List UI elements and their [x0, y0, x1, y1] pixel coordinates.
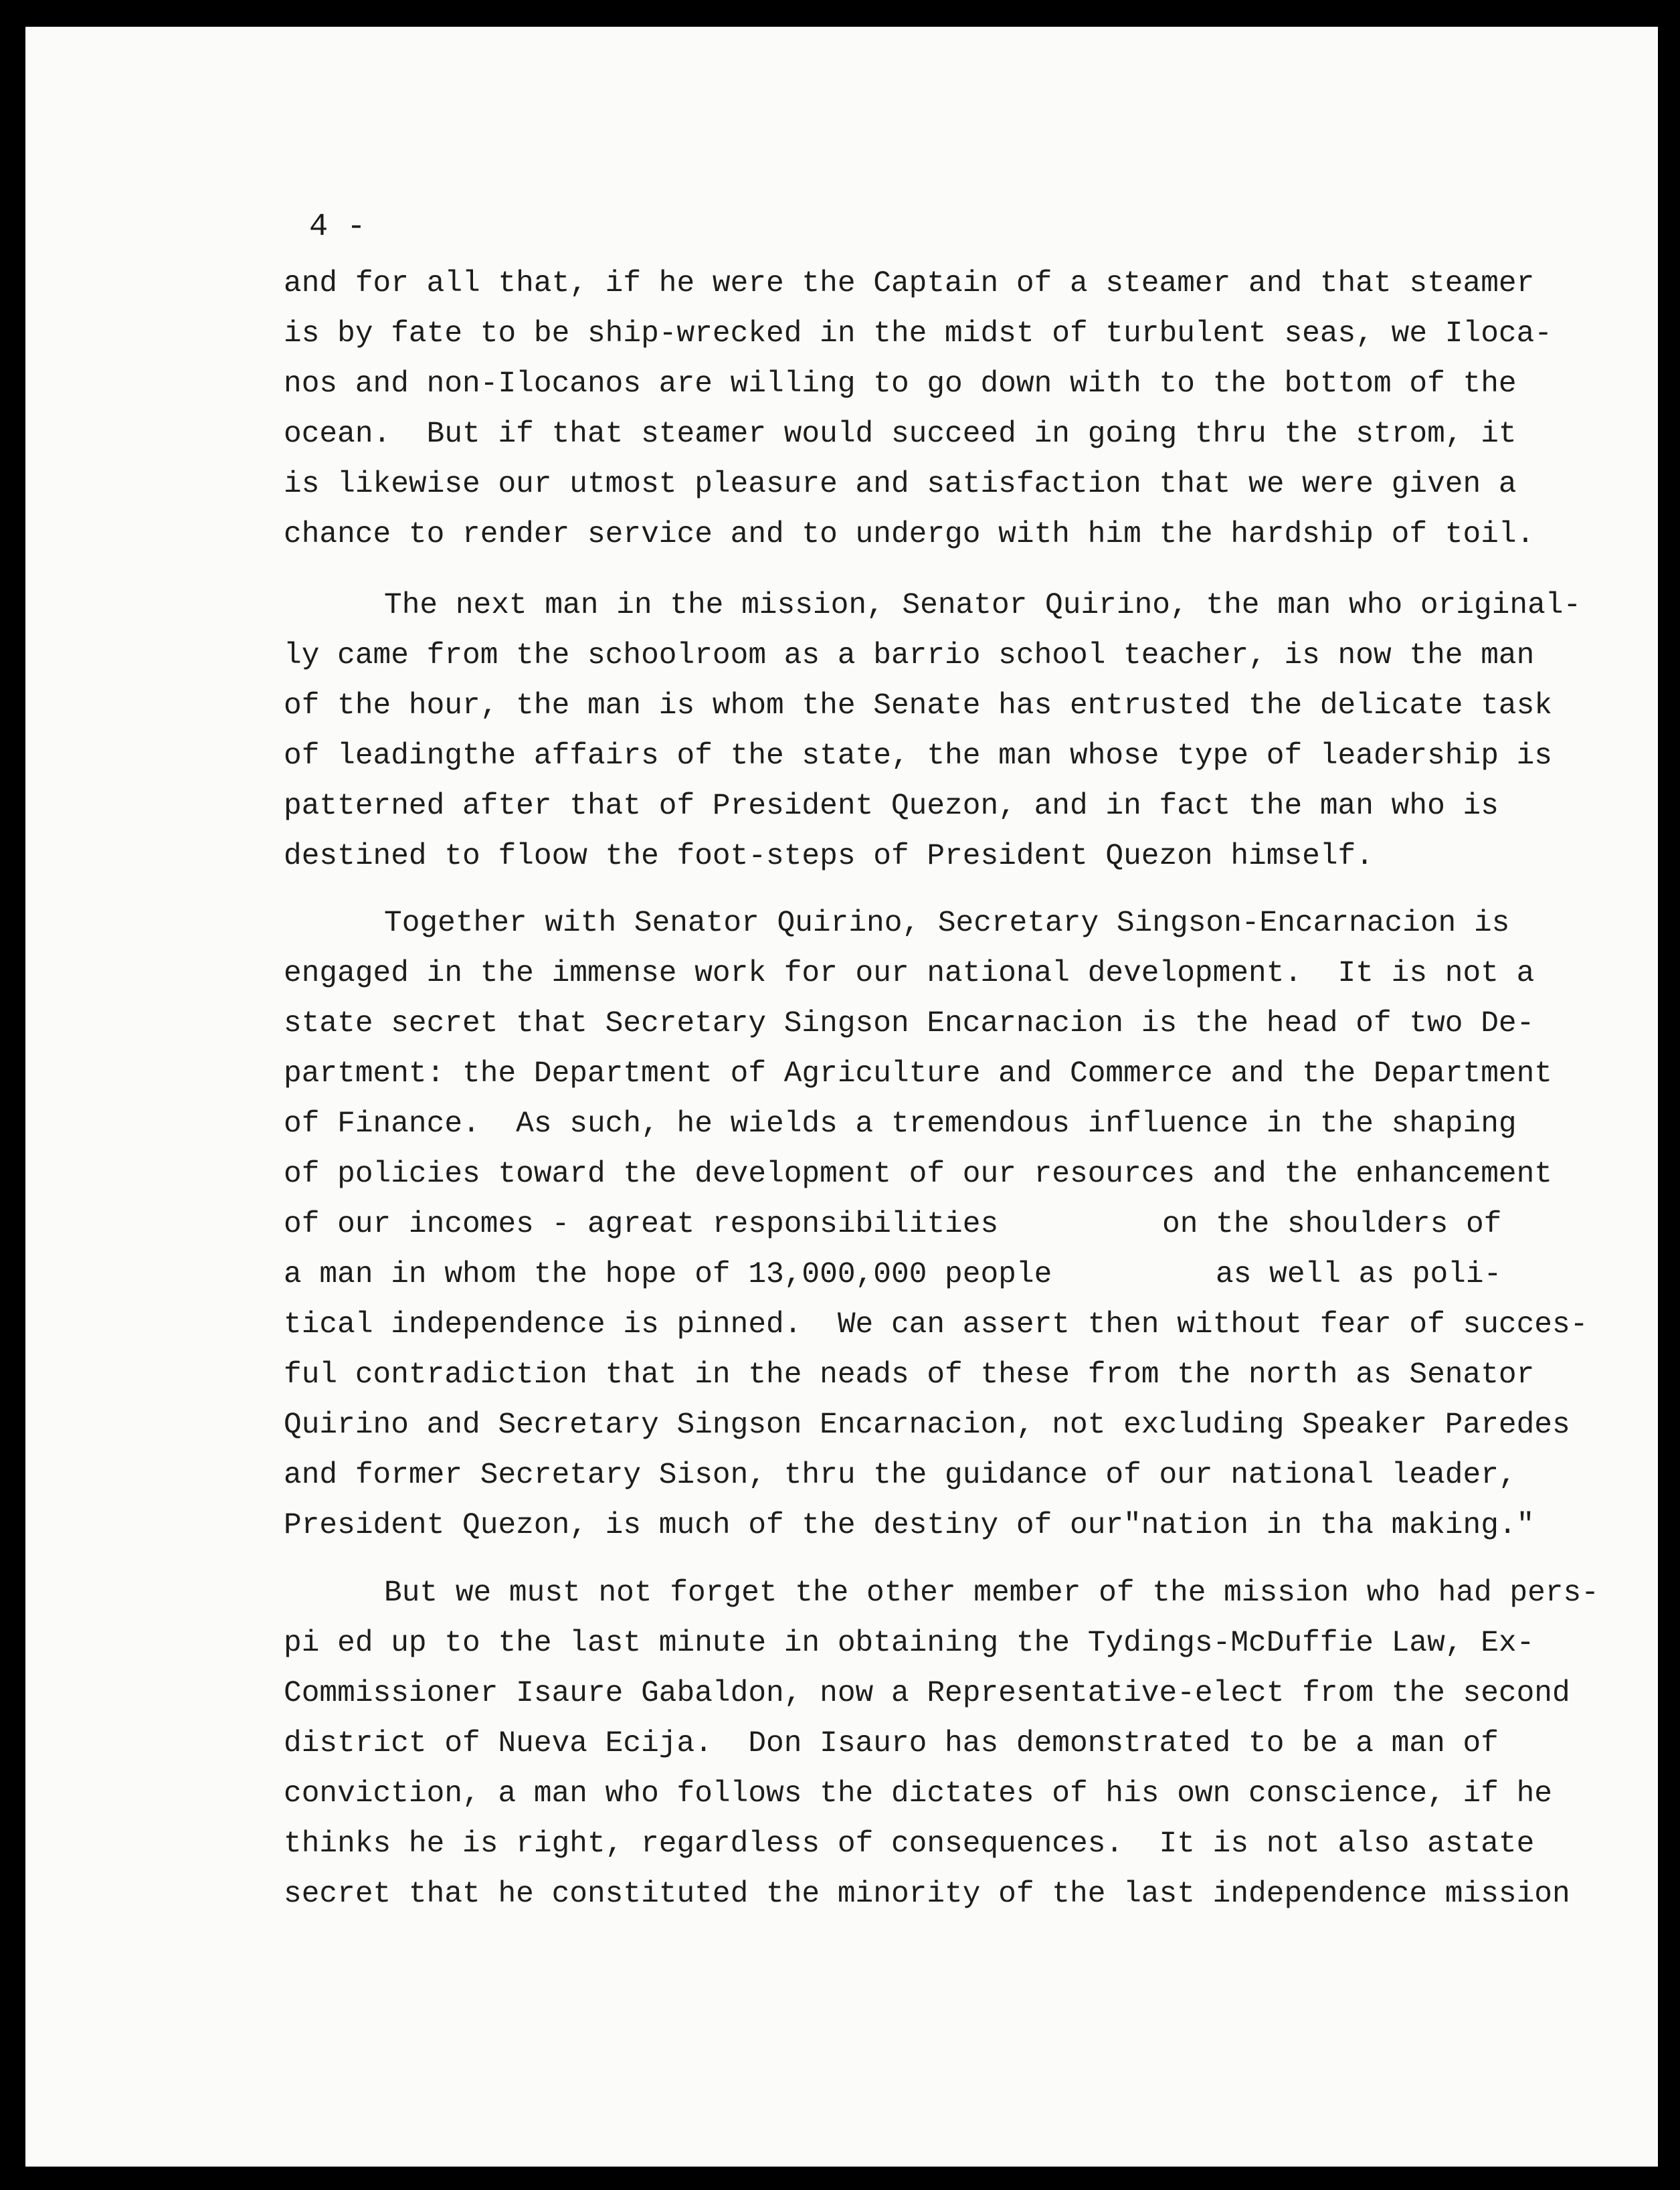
text-line: destined to floow the foot-steps of President Quezon himself.	[284, 840, 1374, 873]
text-line: of the hour, the man is whom the Senate has entrusted the delicate task	[284, 689, 1553, 723]
text-line: and for all that, if he were the Captain of a steamer and that steamer	[284, 267, 1535, 300]
text-line: ly came from the schoolroom as a barrio school teacher, is now the man	[284, 639, 1535, 672]
text-line: of Finance. As such, he wields a tremendous influence in the shaping	[284, 1107, 1517, 1141]
text-line: nos and non-Ilocanos are willing to go down with to the bottom of the	[284, 367, 1517, 401]
text-line: Commissioner Isaure Gabaldon, now a Representative-elect from the second	[284, 1677, 1570, 1710]
text-segment: of our incomes - agreat responsibilities	[284, 1208, 999, 1241]
text-line: Quirino and Secretary Singson Encarnacion, not excluding Speaker Paredes	[284, 1408, 1570, 1442]
text-line: state secret that Secretary Singson Encarnacion is the head of two De-	[284, 1007, 1535, 1040]
text-line: engaged in the immense work for our national development. It is not a	[284, 957, 1535, 990]
text-line: of leadingthe affairs of the state, the man whose type of leadership is	[284, 739, 1553, 773]
text-line: is by fate to be ship-wrecked in the midst of turbulent seas, we Iloca-	[284, 317, 1553, 351]
text-line: and former Secretary Sison, thru the guidance of our national leader,	[284, 1459, 1517, 1492]
text-line: conviction, a man who follows the dictates of his own conscience, if he	[284, 1777, 1553, 1811]
text-line-gapped	[284, 1251, 1502, 1298]
text-line: partment: the Department of Agriculture and Commerce and the Department	[284, 1057, 1553, 1091]
text-line: President Quezon, is much of the destiny of our"nation in tha making."	[284, 1509, 1535, 1542]
text-segment: on the shoulders of	[1162, 1208, 1502, 1241]
text-line: Together with Senator Quirino, Secretary Singson-Encarnacion is	[384, 907, 1510, 940]
page-number: 4 -	[309, 209, 366, 245]
text-segment: a man in whom the hope of 13,000,000 people	[284, 1258, 1052, 1291]
text-line-gapped	[284, 1201, 1502, 1248]
text-line: chance to render service and to undergo with him the hardship of toil.	[284, 518, 1535, 551]
text-line: pi ed up to the last minute in obtaining the Tydings-McDuffie Law, Ex-	[284, 1627, 1535, 1660]
text-line: is likewise our utmost pleasure and satisfaction that we were given a	[284, 468, 1517, 501]
text-line: But we must not forget the other member of the mission who had pers-	[384, 1576, 1599, 1610]
text-line: tical independence is pinned. We can assert then without fear of succes-	[284, 1308, 1588, 1342]
text-line: secret that he constituted the minority of the last independence mission	[284, 1878, 1570, 1911]
text-line: thinks he is right, regardless of consequences. It is not also astate	[284, 1827, 1535, 1861]
text-line: patterned after that of President Quezon, and in fact the man who is	[284, 790, 1499, 823]
text-line: district of Nueva Ecija. Don Isauro has demonstrated to be a man of	[284, 1727, 1499, 1760]
text-line: of policies toward the development of our resources and the enhancement	[284, 1158, 1553, 1191]
text-segment: as well as poli-	[1216, 1258, 1502, 1291]
text-line: ful contradiction that in the neads of these from the north as Senator	[284, 1358, 1535, 1392]
text-line: ocean. But if that steamer would succeed in going thru the strom, it	[284, 418, 1517, 451]
text-line: The next man in the mission, Senator Quirino, the man who original-	[384, 589, 1582, 622]
